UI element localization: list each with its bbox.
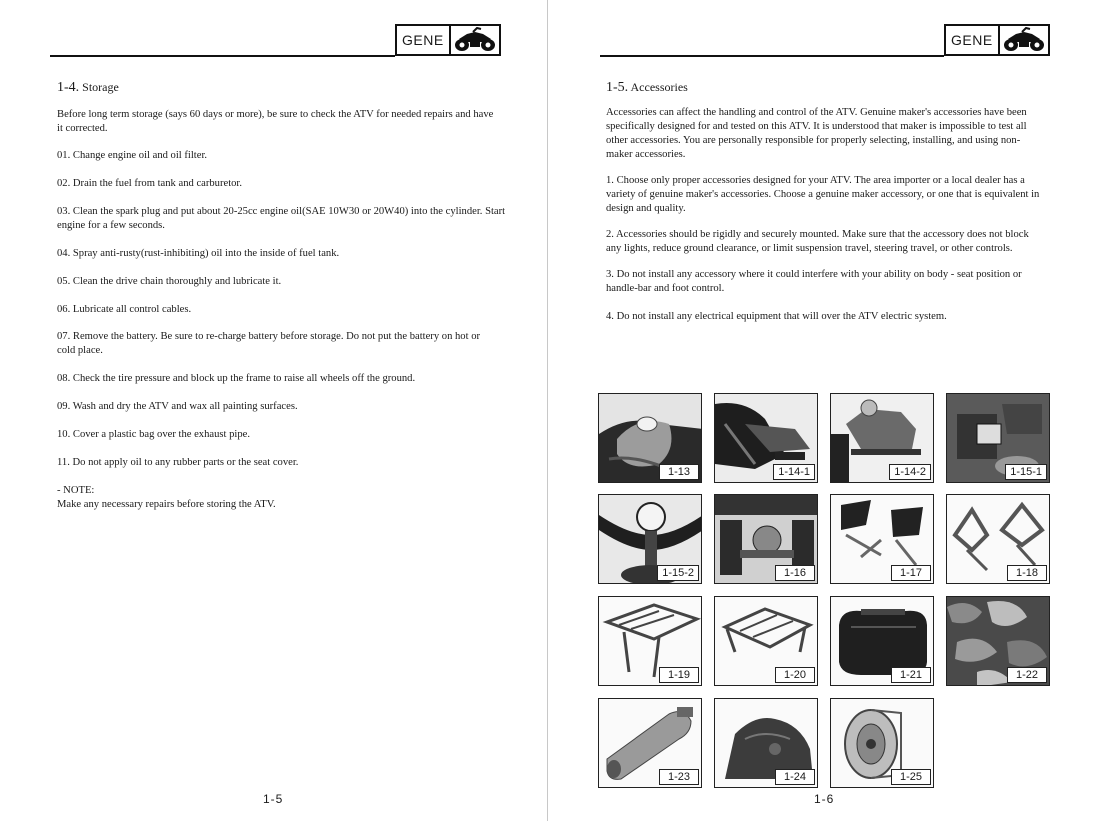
figure-label: 1-20 <box>775 667 815 683</box>
storage-step-03: 03. Clean the spark plug and put about 20-25cc engine oil(SAE 10W30 or 20W40) into the cylinder. Start engine for a few seconds. <box>57 206 506 231</box>
storage-step-07: 07. Remove the battery. Be sure to re-charge battery before storage. Do not put the battery on hot or cold place. <box>57 331 481 356</box>
storage-step-01: 01. Change engine oil and oil filter. <box>57 150 208 161</box>
storage-step-11: 11. Do not apply oil to any rubber parts or the seat cover. <box>57 457 299 468</box>
atv-icon <box>451 26 499 54</box>
accessories-intro: Accessories can affect the handling and control of the ATV. Genuine maker's accessories have been specifically designed for and tested on this ATV. It is understood that maker is impossible to test all other accessories. You are personally responsible for properly selecting, installing, and using non-maker accessories. <box>606 107 1027 160</box>
accessory-rule-4: 4. Do not install any electrical equipment that will over the ATV electric system. <box>606 311 947 322</box>
section-heading: Storage <box>82 80 119 94</box>
figure-1-13 <box>598 393 702 483</box>
accessory-rule-3: 3. Do not install any accessory where it could interfere with your ability on body - seat position or handle-bar and foot control. <box>606 269 1022 294</box>
note-label: - NOTE: <box>57 485 95 496</box>
page-number-left: 1-5 <box>263 792 284 806</box>
figure-1-14-1 <box>714 393 818 483</box>
figure-label: 1-24 <box>775 769 815 785</box>
figure-1-14-2 <box>830 393 934 483</box>
gene-label: GENE <box>397 26 451 54</box>
section-heading: Accessories <box>630 80 688 94</box>
figure-label: 1-15-1 <box>1005 464 1047 480</box>
figure-1-20 <box>714 596 818 686</box>
figure-label: 1-22 <box>1007 667 1047 683</box>
figure-1-15-2 <box>598 494 702 584</box>
header-rule <box>600 55 944 57</box>
section-number: 1-5. <box>606 80 629 95</box>
figure-1-24 <box>714 698 818 788</box>
storage-step-05: 05. Clean the drive chain thoroughly and lubricate it. <box>57 276 282 287</box>
section-number: 1-4. <box>57 80 80 95</box>
figure-label: 1-14-1 <box>773 464 815 480</box>
figure-label: 1-14-2 <box>889 464 931 480</box>
storage-step-02: 02. Drain the fuel from tank and carburetor. <box>57 178 243 189</box>
figure-1-18 <box>946 494 1050 584</box>
figure-1-21 <box>830 596 934 686</box>
figure-label: 1-16 <box>775 565 815 581</box>
figure-1-16 <box>714 494 818 584</box>
storage-step-09: 09. Wash and dry the ATV and wax all painting surfaces. <box>57 401 298 412</box>
header-rule <box>50 55 395 57</box>
figure-label: 1-13 <box>659 464 699 480</box>
figure-label: 1-18 <box>1007 565 1047 581</box>
storage-intro: Before long term storage (says 60 days or more), be sure to check the ATV for needed repairs and have it corrected. <box>57 109 494 134</box>
gene-badge <box>944 24 1050 56</box>
accessory-rule-2: 2. Accessories should be rigidly and securely mounted. Make sure that the accessory does not block any lights, reduce ground clearance, or limit suspension travel, steering travel, or other controls. <box>606 229 1029 254</box>
figure-label: 1-21 <box>891 667 931 683</box>
section-title-storage <box>57 80 119 96</box>
page-number-right: 1-6 <box>814 792 835 806</box>
storage-step-08: 08. Check the tire pressure and block up the frame to raise all wheels off the ground. <box>57 373 416 384</box>
figure-label: 1-19 <box>659 667 699 683</box>
storage-step-04: 04. Spray anti-rusty(rust-inhibiting) oil into the inside of fuel tank. <box>57 248 340 259</box>
storage-step-10: 10. Cover a plastic bag over the exhaust pipe. <box>57 429 250 440</box>
figure-label: 1-25 <box>891 769 931 785</box>
right-page <box>548 0 1096 821</box>
figure-label: 1-17 <box>891 565 931 581</box>
figure-1-17 <box>830 494 934 584</box>
figure-label: 1-15-2 <box>657 565 699 581</box>
figure-1-25 <box>830 698 934 788</box>
gene-label: GENE <box>946 26 1000 54</box>
figure-1-23 <box>598 698 702 788</box>
section-title-accessories <box>606 80 688 96</box>
figure-1-19 <box>598 596 702 686</box>
note-text: Make any necessary repairs before storing the ATV. <box>57 499 276 510</box>
figure-1-22 <box>946 596 1050 686</box>
figure-1-15-1 <box>946 393 1050 483</box>
accessory-rule-1: 1. Choose only proper accessories designed for your ATV. The area importer or a local dealer has a variety of genuine maker's accessories. Choose a genuine maker accessory, or one that is equivalent in design and quality. <box>606 175 1040 214</box>
storage-step-06: 06. Lubricate all control cables. <box>57 304 192 315</box>
gene-badge <box>395 24 501 56</box>
figure-label: 1-23 <box>659 769 699 785</box>
atv-icon <box>1000 26 1048 54</box>
